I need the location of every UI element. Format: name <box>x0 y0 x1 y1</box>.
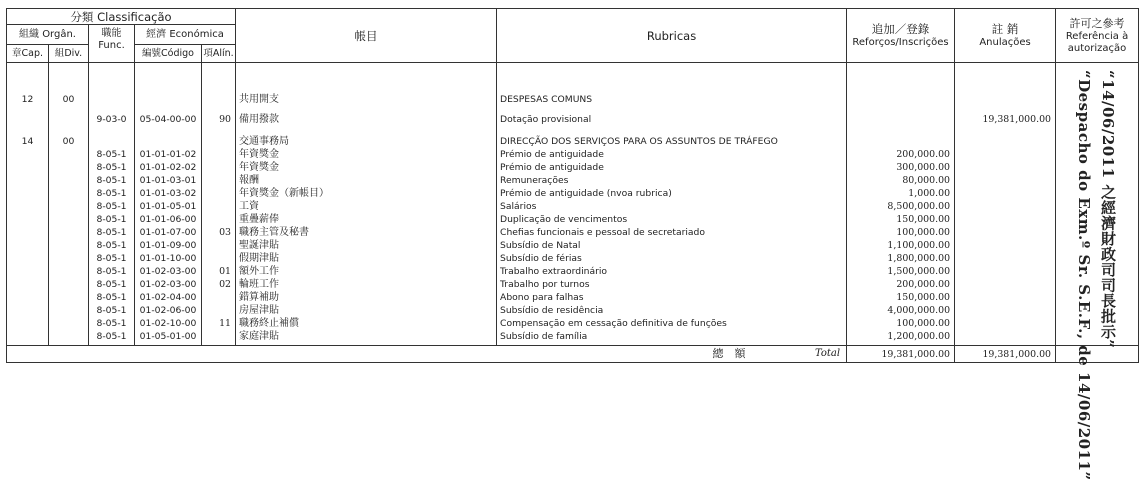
table-row <box>7 200 1139 213</box>
codigo-cell: 05-04-00-00 <box>135 106 202 126</box>
header-economica-pt: Económica <box>169 28 224 40</box>
anulacao-cell <box>955 239 1056 252</box>
header-classificacao <box>7 9 236 25</box>
rubrica-pt-cell: Prémio de antiguidade <box>497 148 847 161</box>
table-row <box>7 252 1139 265</box>
table-row <box>7 148 1139 161</box>
rubrica-pt-cell: Compensação em cessação definitiva de funções <box>497 317 847 330</box>
table-row <box>7 161 1139 174</box>
codigo-cell: 01-01-01-02 <box>135 148 202 161</box>
anulacao-cell <box>955 278 1056 291</box>
rubrica-pt-cell: Subsídio de família <box>497 330 847 343</box>
rubrica-pt-cell: Salários <box>497 200 847 213</box>
anulacao-cell <box>955 126 1056 148</box>
cap-cell <box>7 174 49 187</box>
rubrica-pt-cell: Abono para falhas <box>497 291 847 304</box>
table-row <box>7 106 1139 126</box>
total-anulacoes: 19,381,000.00 <box>955 346 1056 363</box>
codigo-cell: 01-02-03-00 <box>135 265 202 278</box>
header-div-cn: 組 <box>54 47 65 59</box>
codigo-cell: 01-01-10-00 <box>135 252 202 265</box>
authorization-line-pt: “Despacho do Exm.º Sr. S.E.F., de 14/06/2011” <box>1075 70 1093 481</box>
alin-cell <box>202 304 236 317</box>
div-cell <box>49 239 89 252</box>
header-alin-pt: Alín. <box>212 47 234 59</box>
cap-cell <box>7 187 49 200</box>
anulacao-cell <box>955 291 1056 304</box>
anulacao-cell <box>955 200 1056 213</box>
func-cell: 8-05-1 <box>89 187 135 200</box>
table-row <box>7 317 1139 330</box>
anulacao-cell <box>955 86 1056 106</box>
rubrica-cn-cell: 年資獎金 <box>236 161 497 174</box>
rubrica-pt-cell: Prémio de antiguidade (nvoa rubrica) <box>497 187 847 200</box>
header-anulacoes <box>955 9 1056 63</box>
budget-table <box>6 8 1139 363</box>
cap-cell <box>7 317 49 330</box>
reforco-cell <box>847 86 955 106</box>
rubrica-pt-cell: Remunerações <box>497 174 847 187</box>
cap-cell <box>7 252 49 265</box>
anulacao-cell <box>955 265 1056 278</box>
budget-rows <box>7 86 1139 346</box>
rubrica-cn-cell: 職務主管及秘書 <box>236 226 497 239</box>
anulacao-cell <box>955 304 1056 317</box>
header-referencia-line2: autorização <box>1067 42 1127 54</box>
func-cell: 8-05-1 <box>89 174 135 187</box>
rubrica-pt-cell: Chefias funcionais e pessoal de secretariado <box>497 226 847 239</box>
header-economica <box>135 25 236 45</box>
codigo-cell: 01-05-01-00 <box>135 330 202 343</box>
rubrica-pt-cell: Subsídio de Natal <box>497 239 847 252</box>
anulacao-cell <box>955 330 1056 343</box>
reforco-cell: 1,200,000.00 <box>847 330 955 343</box>
spacer-row <box>7 63 1139 86</box>
table-row <box>7 278 1139 291</box>
codigo-cell: 01-01-05-01 <box>135 200 202 213</box>
func-cell: 8-05-1 <box>89 278 135 291</box>
func-cell: 8-05-1 <box>89 239 135 252</box>
reforco-cell: 150,000.00 <box>847 213 955 226</box>
table-row <box>7 239 1139 252</box>
header-div <box>49 45 89 63</box>
header-classificacao-cn: 分類 <box>70 9 94 24</box>
codigo-cell: 01-01-09-00 <box>135 239 202 252</box>
alin-cell: 02 <box>202 278 236 291</box>
table-row <box>7 86 1139 106</box>
func-cell: 8-05-1 <box>89 213 135 226</box>
total-row <box>7 346 1139 363</box>
total-label <box>497 346 847 363</box>
cap-cell <box>7 161 49 174</box>
alin-cell <box>202 239 236 252</box>
rubrica-cn-cell: 房屋津貼 <box>236 304 497 317</box>
div-cell <box>49 187 89 200</box>
header-rubricas-cn: 帳目 <box>236 9 497 63</box>
rubrica-pt-cell: Dotação provisional <box>497 106 847 126</box>
anulacao-cell: 19,381,000.00 <box>955 106 1056 126</box>
div-cell <box>49 148 89 161</box>
reforco-cell: 4,000,000.00 <box>847 304 955 317</box>
alin-cell <box>202 187 236 200</box>
alin-cell <box>202 174 236 187</box>
func-cell: 8-05-1 <box>89 252 135 265</box>
cap-cell <box>7 291 49 304</box>
cap-cell <box>7 239 49 252</box>
reforco-cell: 80,000.00 <box>847 174 955 187</box>
header-referencia <box>1056 9 1139 63</box>
div-cell <box>49 106 89 126</box>
reforco-cell: 1,500,000.00 <box>847 265 955 278</box>
alin-cell: 90 <box>202 106 236 126</box>
rubrica-pt-cell: Subsídio de férias <box>497 252 847 265</box>
alin-cell <box>202 213 236 226</box>
reforco-cell <box>847 126 955 148</box>
func-cell: 8-05-1 <box>89 200 135 213</box>
reforco-cell: 8,500,000.00 <box>847 200 955 213</box>
header-referencia-cn: 許可之參考 <box>1069 16 1125 30</box>
cap-cell <box>7 304 49 317</box>
div-cell <box>49 291 89 304</box>
reforco-cell: 1,100,000.00 <box>847 239 955 252</box>
table-row <box>7 213 1139 226</box>
rubrica-pt-cell: Trabalho por turnos <box>497 278 847 291</box>
codigo-cell: 01-01-03-01 <box>135 174 202 187</box>
func-cell: 8-05-1 <box>89 291 135 304</box>
alin-cell: 01 <box>202 265 236 278</box>
header-organica <box>7 25 89 45</box>
authorization-line-cn: “14/06/2011 之經濟財政司司長批示” <box>1099 70 1117 349</box>
codigo-cell: 01-02-06-00 <box>135 304 202 317</box>
table-row <box>7 304 1139 317</box>
div-cell <box>49 213 89 226</box>
codigo-cell: 01-01-06-00 <box>135 213 202 226</box>
div-cell <box>49 265 89 278</box>
div-cell <box>49 161 89 174</box>
rubrica-cn-cell: 備用撥款 <box>236 106 497 126</box>
div-cell: 00 <box>49 86 89 106</box>
table-row <box>7 265 1139 278</box>
func-cell: 8-05-1 <box>89 317 135 330</box>
table-row <box>7 126 1139 148</box>
codigo-cell: 01-01-03-02 <box>135 187 202 200</box>
reforco-cell: 100,000.00 <box>847 226 955 239</box>
header-cap-pt: Cap. <box>21 47 44 59</box>
rubrica-cn-cell: 職務終止補償 <box>236 317 497 330</box>
rubrica-cn-cell: 聖誕津貼 <box>236 239 497 252</box>
header-rubricas: Rubricas <box>497 9 847 63</box>
header-codigo-pt: Código <box>161 47 194 59</box>
div-cell <box>49 330 89 343</box>
alin-cell <box>202 148 236 161</box>
reforco-cell: 300,000.00 <box>847 161 955 174</box>
rubrica-cn-cell: 輪班工作 <box>236 278 497 291</box>
total-label-cn: 總 額 <box>712 347 746 360</box>
total-label-pt: Total <box>814 348 841 359</box>
codigo-cell: 01-01-02-02 <box>135 161 202 174</box>
func-cell: 8-05-1 <box>89 265 135 278</box>
anulacao-cell <box>955 226 1056 239</box>
codigo-cell <box>135 86 202 106</box>
func-cell: 8-05-1 <box>89 161 135 174</box>
rubrica-pt-cell: Prémio de antiguidade <box>497 161 847 174</box>
rubrica-cn-cell: 報酬 <box>236 174 497 187</box>
header-reforcos-pt: Reforços/Inscrições <box>852 37 949 48</box>
header-anulacoes-pt: Anulações <box>979 37 1031 48</box>
table-row <box>7 174 1139 187</box>
reforco-cell: 200,000.00 <box>847 148 955 161</box>
header-referencia-line1: Referência à <box>1065 30 1129 42</box>
cap-cell <box>7 330 49 343</box>
rubrica-cn-cell: 共用開支 <box>236 86 497 106</box>
func-cell: 8-05-1 <box>89 148 135 161</box>
div-cell <box>49 200 89 213</box>
rubrica-cn-cell: 額外工作 <box>236 265 497 278</box>
alin-cell <box>202 291 236 304</box>
rubrica-cn-cell: 重疊薪俸 <box>236 213 497 226</box>
header-organica-cn: 組織 <box>19 28 39 40</box>
rubrica-pt-cell: DIRECÇÃO DOS SERVIÇOS PARA OS ASSUNTOS DE TRÁFEGO <box>497 126 847 148</box>
header-codigo-cn: 編號 <box>142 47 162 59</box>
authorization-reference <box>1061 70 1133 481</box>
func-cell: 9-03-0 <box>89 106 135 126</box>
func-cell <box>89 86 135 106</box>
header-div-pt: Div. <box>64 47 83 59</box>
cap-cell <box>7 265 49 278</box>
cap-cell <box>7 106 49 126</box>
header-cap-cn: 章 <box>11 47 22 59</box>
anulacao-cell <box>955 317 1056 330</box>
header-alin-cn: 項 <box>203 47 213 59</box>
reforco-cell: 200,000.00 <box>847 278 955 291</box>
alin-cell: 11 <box>202 317 236 330</box>
rubrica-pt-cell: Duplicação de vencimentos <box>497 213 847 226</box>
header-funcional <box>89 25 135 63</box>
header-reforcos-cn: 追加／登錄 <box>871 22 930 36</box>
div-cell <box>49 252 89 265</box>
func-cell: 8-05-1 <box>89 226 135 239</box>
div-cell: 00 <box>49 126 89 148</box>
alin-cell <box>202 161 236 174</box>
rubrica-pt-cell: DESPESAS COMUNS <box>497 86 847 106</box>
alin-cell <box>202 86 236 106</box>
cap-cell <box>7 213 49 226</box>
table-row <box>7 330 1139 343</box>
header-cap <box>7 45 49 63</box>
table-row <box>7 291 1139 304</box>
total-reforcos: 19,381,000.00 <box>847 346 955 363</box>
table-row <box>7 187 1139 200</box>
reforco-cell: 150,000.00 <box>847 291 955 304</box>
func-cell <box>89 126 135 148</box>
div-cell <box>49 304 89 317</box>
alin-cell <box>202 126 236 148</box>
cap-cell <box>7 200 49 213</box>
rubrica-cn-cell: 家庭津貼 <box>236 330 497 343</box>
rubrica-cn-cell: 年資獎金 <box>236 148 497 161</box>
codigo-cell: 01-01-07-00 <box>135 226 202 239</box>
alin-cell <box>202 330 236 343</box>
header-funcional-pt: Func. <box>98 40 125 51</box>
codigo-cell: 01-02-04-00 <box>135 291 202 304</box>
func-cell: 8-05-1 <box>89 304 135 317</box>
anulacao-cell <box>955 148 1056 161</box>
header-funcional-cn: 職能 <box>101 28 122 39</box>
div-cell <box>49 278 89 291</box>
rubrica-pt-cell: Trabalho extraordinário <box>497 265 847 278</box>
header-reforcos <box>847 9 955 63</box>
div-cell <box>49 174 89 187</box>
header-economica-cn: 經濟 <box>146 28 167 40</box>
rubrica-cn-cell: 工資 <box>236 200 497 213</box>
cap-cell <box>7 148 49 161</box>
rubrica-cn-cell: 假期津貼 <box>236 252 497 265</box>
reforco-cell: 1,000.00 <box>847 187 955 200</box>
codigo-cell: 01-02-03-00 <box>135 278 202 291</box>
header-anulacoes-cn: 註 銷 <box>991 22 1019 36</box>
rubrica-cn-cell: 交通事務局 <box>236 126 497 148</box>
rubrica-pt-cell: Subsídio de residência <box>497 304 847 317</box>
codigo-cell: 01-02-10-00 <box>135 317 202 330</box>
reforco-cell: 100,000.00 <box>847 317 955 330</box>
func-cell: 8-05-1 <box>89 330 135 343</box>
div-cell <box>49 317 89 330</box>
rubrica-cn-cell: 年資獎金（新帳目） <box>236 187 497 200</box>
anulacao-cell <box>955 187 1056 200</box>
reforco-cell: 1,800,000.00 <box>847 252 955 265</box>
header-organica-pt: Orgân. <box>42 28 76 40</box>
alin-cell: 03 <box>202 226 236 239</box>
anulacao-cell <box>955 174 1056 187</box>
div-cell <box>49 226 89 239</box>
alin-cell <box>202 200 236 213</box>
cap-cell: 14 <box>7 126 49 148</box>
reforco-cell <box>847 106 955 126</box>
alin-cell <box>202 252 236 265</box>
anulacao-cell <box>955 252 1056 265</box>
codigo-cell <box>135 126 202 148</box>
cap-cell <box>7 278 49 291</box>
header-codigo <box>135 45 202 63</box>
cap-cell <box>7 226 49 239</box>
rubrica-cn-cell: 錯算補助 <box>236 291 497 304</box>
table-row <box>7 226 1139 239</box>
header-classificacao-pt: Classificação <box>97 9 172 24</box>
anulacao-cell <box>955 161 1056 174</box>
anulacao-cell <box>955 213 1056 226</box>
cap-cell: 12 <box>7 86 49 106</box>
header-alin <box>202 45 236 63</box>
